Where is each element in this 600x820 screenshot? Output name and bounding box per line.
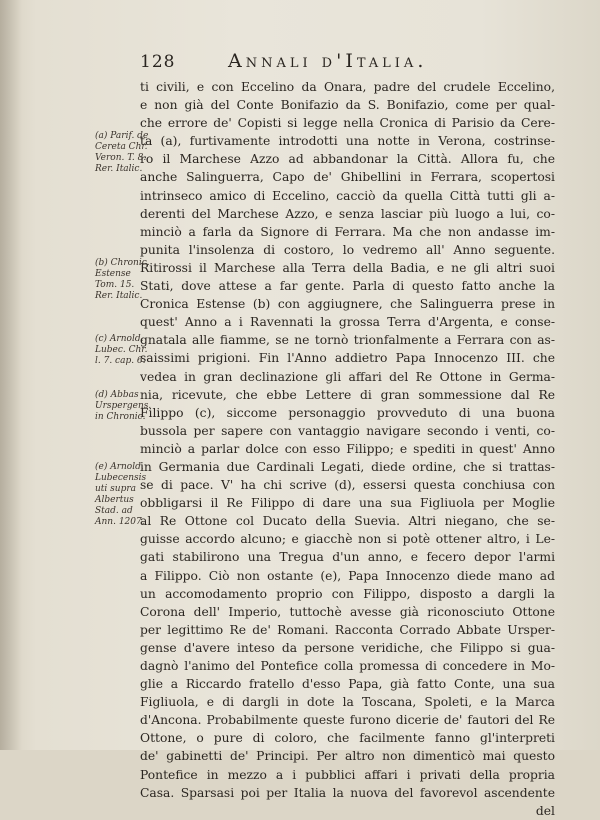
body-line: minciò a farla da Signore di Ferrara. Ma che non andasse im- <box>140 224 555 239</box>
body-line: a Filippo. Ciò non ostante (e), Papa Innocenzo diede mano ad <box>140 568 555 583</box>
body-line: gense d'avere inteso da persone veridiche, che Filippo si gua- <box>140 640 555 655</box>
body-line: guisse accordo alcuno; e giacchè non si potè ottener altro, i Le- <box>140 532 555 547</box>
body-line: al Re Ottone col Ducato della Suevia. Altri niegano, che se- <box>140 514 555 529</box>
margin-note-a: (a) Parif. de Cereta Chr. Veron. T. 8. Rer. Italic. <box>95 131 149 174</box>
body-line: del <box>535 803 555 818</box>
body-line: vedea in gran declinazione gli affari del Re Ottone in Germa- <box>140 369 555 384</box>
body-line: intrinseco amico di Eccelino, cacciò da quella Città tutti gli a- <box>140 188 555 203</box>
body-line: saissimi prigioni. Fin l'Anno addietro Papa Innocenzo III. che <box>140 351 555 366</box>
body-line: che errore de' Copisti si legge nella Cronica di Parisio da Cere- <box>140 116 555 131</box>
body-text <box>140 78 555 820</box>
margin-note-e: (e) Arnold. Lubecensis uti supra Albertus Stad. ad Ann. 1207. <box>95 462 147 527</box>
body-line: quest' Anno a i Ravennati la grossa Terra d'Argenta, e conse- <box>140 315 555 330</box>
body-line: Ottone, o pure di coloro, che facilmente fanno gl'interpreti <box>140 731 555 746</box>
body-line: anche Salinguerra, Capo de' Ghibellini in Ferrara, scopertosi <box>140 170 555 185</box>
page-gutter-shadow <box>0 0 22 750</box>
body-line: ti civili, e con Eccelino da Onara, padre del crudele Eccelino, <box>140 80 555 94</box>
body-line: d'Ancona. Probabilmente queste furono dicerie de' fautori del Re <box>140 713 555 728</box>
body-line: e non già del Conte Bonifazio da S. Bonifazio, come per qual- <box>140 98 555 113</box>
running-head: Annali d'Italia. <box>228 50 428 72</box>
body-line: Ritirossi il Marchese alla Terra della Badia, e ne gli altri suoi <box>140 260 555 275</box>
margin-note-b: (b) Chronic. Estense Tom. 15. Rer. Italic. <box>95 258 150 301</box>
body-line: per legittimo Re de' Romani. Racconta Corrado Abbate Ursper- <box>140 622 555 637</box>
body-line: nia, ricevute, che ebbe Lettere di gran sommessione dal Re <box>140 387 555 402</box>
body-line: bussola per sapere con vantaggio navigare secondo i venti, co- <box>140 423 555 438</box>
body-line: Stati, dove attese a far gente. Parla di questo fatto anche la <box>140 279 555 294</box>
body-line: minciò a parlar dolce con esso Filippo; e spediti in quest' Anno <box>140 441 555 456</box>
page-header <box>140 50 560 74</box>
body-line: obbligarsi il Re Filippo di dare una sua Figliuola per Moglie <box>140 496 555 511</box>
body-line: gati stabilirono una Tregua d'un anno, e fecero depor l'armi <box>140 550 555 565</box>
body-line: gnatala alle fiamme, se ne tornò trionfalmente a Ferrara con as- <box>140 333 555 348</box>
body-line: Filippo (c), siccome personaggio provveduto di una buona <box>140 405 555 420</box>
body-line: Casa. Sparsasi poi per Italia la nuova del favorevol ascendente <box>140 785 555 800</box>
margin-note-d: (d) Abbas Urspergens. in Chronic. <box>95 390 152 422</box>
body-line: dagnò l'animo del Pontefice colla promessa di concedere in Mo- <box>140 659 555 673</box>
margin-note-c: (c) Arnold. Lubec. Chr. l. 7. cap. 6. <box>95 334 148 366</box>
body-line: se di pace. V' ha chi scrive (d), essersi questa conchiusa con <box>140 478 555 493</box>
body-line: un accomodamento proprio con Filippo, disposto a dargli la <box>140 586 555 601</box>
body-line: ta (a), furtivamente introdotti una notte in Verona, costrinse- <box>140 134 555 149</box>
body-line: ro il Marchese Azzo ad abbandonar la Città. Allora fu, che <box>140 152 555 167</box>
body-line: Figliuola, e di dargli in dote la Toscana, Spoleti, e la Marca <box>140 695 555 710</box>
body-line: punita l'insolenza di costoro, lo vedremo all' Anno seguente. <box>140 242 555 257</box>
body-line: in Germania due Cardinali Legati, diede ordine, che si trattas- <box>140 459 555 474</box>
page-number: 128 <box>140 52 176 72</box>
body-line: Pontefice in mezzo a i pubblici affari i privati della propria <box>140 767 555 782</box>
body-line: derenti del Marchese Azzo, e senza lasciar più luogo a lui, co- <box>140 206 555 221</box>
body-line: Cronica Estense (b) con aggiugnere, che Salinguerra prese in <box>140 297 555 312</box>
body-line: Corona dell' Imperio, tuttochè avesse già riconosciuto Ottone <box>140 604 555 619</box>
body-line: glie a Riccardo fratello d'esso Papa, già fatto Conte, una sua <box>140 677 555 692</box>
body-line: de' gabinetti de' Principi. Per altro non dimenticò mai questo <box>140 749 555 764</box>
